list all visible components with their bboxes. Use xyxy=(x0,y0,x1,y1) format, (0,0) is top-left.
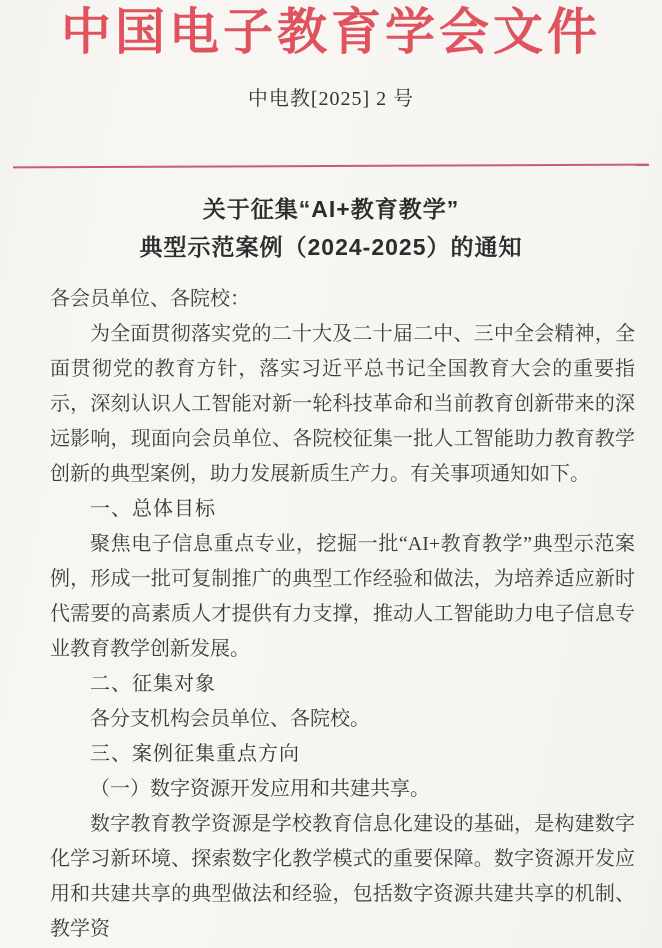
digital-resources-paragraph: 数字教育教学资源是学校教育信息化建设的基础，是构建数字化学习新环境、探索数字化教学模式的重要保障。数字资源开发应用和共建共享的典型做法和经验，包括数字资源共建共享的机制、教学资 xyxy=(50,813,635,940)
notice-title-line1: 关于征集“AI+教育教学” xyxy=(202,196,460,222)
collection-targets-paragraph: 各分支机构会员单位、各院校。 xyxy=(90,708,370,730)
section-heading-collection-targets: 二、征集对象 xyxy=(90,673,216,695)
notice-title xyxy=(0,190,662,266)
subsection-heading-digital-resources: （一）数字资源开发应用和共建共享。 xyxy=(90,778,430,800)
notice-title-line2: 典型示范案例（2024-2025）的通知 xyxy=(139,234,523,260)
salutation: 各会员单位、各院校： xyxy=(50,288,250,310)
document-body xyxy=(50,282,635,947)
section-heading-key-directions: 三、案例征集重点方向 xyxy=(90,743,300,765)
overall-goal-paragraph: 聚焦电子信息重点专业，挖掘一批“AI+教育教学”典型示范案例，形成一批可复制推广的典型工作经验和做法，为培养适应新时代需要的高素质人才提供有力支撑，推动人工智能助力电子信息专业教育教学创新发展。 xyxy=(50,533,635,660)
section-heading-overall-goal: 一、总体目标 xyxy=(90,498,216,520)
doc-number: 中电教[2025] 2 号 xyxy=(247,88,415,110)
red-divider-rule xyxy=(13,164,649,169)
intro-paragraph: 为全面贯彻落实党的二十大及二十届二中、三中全会精神，全面贯彻党的教育方针，落实习近平总书记全国教育大会的重要指示，深刻认识人工智能对新一轮科技革命和当前教育创新带来的深远影响，现面向会员单位、各院校征集一批人工智能助力教育教学创新的典型案例，助力发展新质生产力。有关事项通知如下。 xyxy=(50,323,635,485)
letterhead-title: 中国电子教育学会文件 xyxy=(61,4,601,60)
